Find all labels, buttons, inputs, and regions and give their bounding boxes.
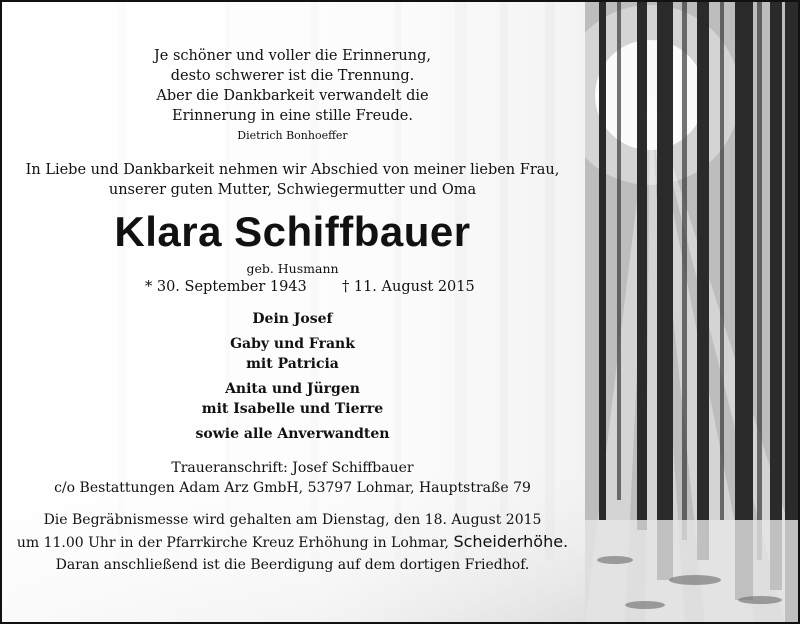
mourning-address: Traueranschrift: Josef Schiffbauer xyxy=(171,460,414,476)
birth-date: * 30. September 1943 xyxy=(145,279,307,295)
service-info-main: um 11.00 Uhr in der Pfarrkirche Kreuz Erhöhung in Lohmar, xyxy=(16,535,454,551)
quote-line: desto schwerer ist die Trennung. xyxy=(170,68,415,84)
family-line: Anita und Jürgen xyxy=(225,381,360,397)
life-dates xyxy=(0,279,585,299)
quote-line: Aber die Dankbarkeit verwandelt die xyxy=(156,88,429,104)
family-line: Gaby und Frank xyxy=(230,336,355,352)
mourning-address: c/o Bestattungen Adam Arz GmbH, 53797 Lohmar, Hauptstraße 79 xyxy=(54,480,531,496)
maiden-name: geb. Husmann xyxy=(246,261,339,276)
deceased-name: Klara Schiffbauer xyxy=(114,208,471,255)
service-place: Scheiderhöhe. xyxy=(453,532,569,551)
family-line: mit Isabelle und Tierre xyxy=(201,401,384,417)
death-date: † 11. August 2015 xyxy=(342,279,475,295)
service-info: Daran anschließend ist die Beerdigung auf dem dortigen Friedhof. xyxy=(55,557,530,573)
family-line: mit Patricia xyxy=(246,356,339,372)
service-info: Die Begräbnismesse wird gehalten am Dienstag, den 18. August 2015 xyxy=(43,512,542,528)
family-line: sowie alle Anverwandten xyxy=(195,426,390,442)
family-line: Dein Josef xyxy=(252,311,333,327)
quote-line: Erinnerung in eine stille Freude. xyxy=(172,108,413,124)
quote-author: Dietrich Bonhoeffer xyxy=(237,129,348,142)
intro-line: In Liebe und Dankbarkeit nehmen wir Abschied von meiner lieben Frau, xyxy=(25,162,560,178)
intro-line: unserer guten Mutter, Schwiegermutter und Oma xyxy=(108,182,477,198)
forest-photo xyxy=(585,0,800,624)
service-info xyxy=(0,532,585,551)
quote-line: Je schöner und voller die Erinnerung, xyxy=(153,48,431,64)
